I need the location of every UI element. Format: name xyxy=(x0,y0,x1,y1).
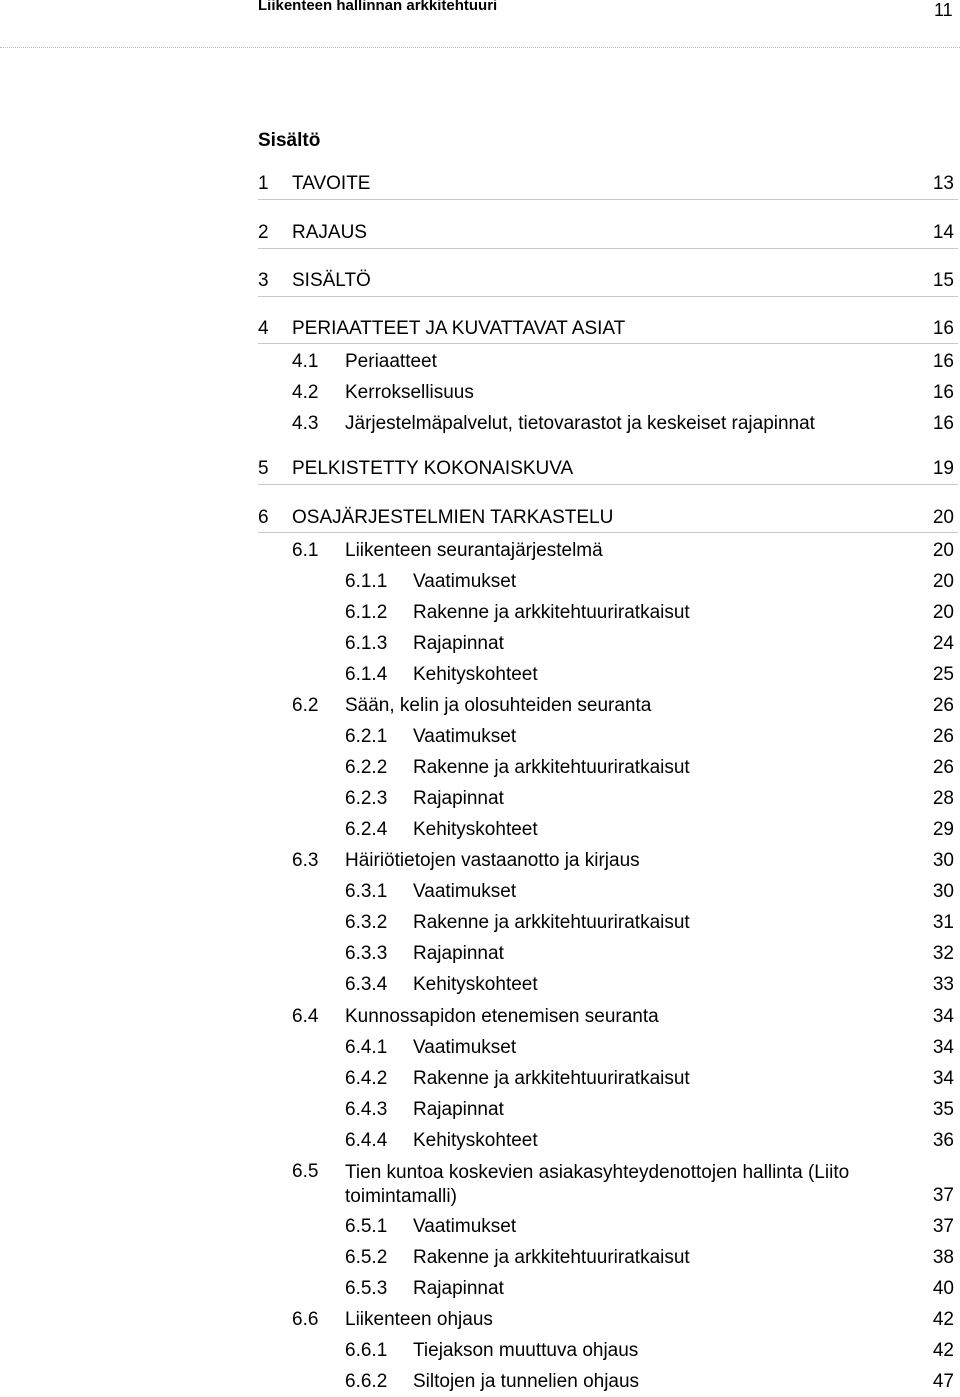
toc-entry-page: 26 xyxy=(932,757,954,778)
toc-entry[interactable] xyxy=(0,1161,960,1209)
toc-entry-title[interactable]: Vaatimukset xyxy=(413,1037,517,1058)
toc-entry-title[interactable]: Rakenne ja arkkitehtuuriratkaisut xyxy=(413,912,690,933)
toc-entry-page: 34 xyxy=(932,1037,954,1058)
toc-divider xyxy=(258,343,958,344)
toc-entry-number: 6.2.1 xyxy=(345,726,388,747)
toc-divider xyxy=(258,248,958,249)
toc-entry-number: 6.1 xyxy=(292,540,319,561)
toc-entry-number: 6.3.1 xyxy=(345,881,388,902)
toc-entry-page: 42 xyxy=(932,1309,954,1330)
toc-entry-page: 15 xyxy=(932,270,954,291)
toc-entry-page: 35 xyxy=(932,1099,954,1120)
toc-entry-title[interactable]: Sään, kelin ja olosuhteiden seuranta xyxy=(345,695,652,716)
toc-entry-number: 6.6.2 xyxy=(345,1371,388,1392)
toc-entry-page: 31 xyxy=(932,912,954,933)
toc-entry-title[interactable]: Liikenteen seurantajärjestelmä xyxy=(345,540,603,561)
toc-entry-page: 30 xyxy=(932,881,954,902)
toc-entry-number: 6.3.2 xyxy=(345,912,388,933)
toc-entry-page: 34 xyxy=(932,1068,954,1089)
toc-entry-page: 16 xyxy=(932,318,954,339)
toc-entry-title[interactable]: Kehityskohteet xyxy=(413,974,538,995)
toc-entry-title[interactable]: Siltojen ja tunnelien ohjaus xyxy=(413,1371,640,1392)
toc-entry-page: 38 xyxy=(932,1247,954,1268)
toc-entry-number: 6.3 xyxy=(292,850,319,871)
running-header-title: Liikenteen hallinnan arkkitehtuuri xyxy=(258,0,498,14)
toc-entry-number: 5 xyxy=(258,458,269,479)
toc-entry-title[interactable]: Vaatimukset xyxy=(413,726,517,747)
toc-entry-title[interactable]: OSAJÄRJESTELMIEN TARKASTELU xyxy=(292,507,614,528)
toc-entry-page: 28 xyxy=(932,788,954,809)
toc-entry-number: 4.3 xyxy=(292,413,319,434)
header-divider xyxy=(0,47,960,48)
toc-entry-number: 6.4.4 xyxy=(345,1130,388,1151)
toc-entry-page: 37 xyxy=(932,1216,954,1237)
toc-entry-title[interactable]: Tiejakson muuttuva ohjaus xyxy=(413,1340,639,1361)
toc-entry-title[interactable]: Rakenne ja arkkitehtuuriratkaisut xyxy=(413,602,690,623)
toc-entry-title[interactable]: Liikenteen ohjaus xyxy=(345,1309,493,1330)
toc-entry-page: 25 xyxy=(932,664,954,685)
toc-entry-title[interactable]: Rajapinnat xyxy=(413,633,504,654)
toc-divider xyxy=(258,532,958,533)
toc-entry-number: 6.1.2 xyxy=(345,602,388,623)
toc-entry-title[interactable]: Vaatimukset xyxy=(413,571,517,592)
toc-entry-title[interactable]: Rajapinnat xyxy=(413,943,504,964)
toc-entry-number: 6.4.2 xyxy=(345,1068,388,1089)
toc-entry-number: 6 xyxy=(258,507,269,528)
toc-entry-number: 6.1.1 xyxy=(345,571,388,592)
toc-divider xyxy=(258,199,958,200)
toc-entry-title[interactable]: Rakenne ja arkkitehtuuriratkaisut xyxy=(413,757,690,778)
toc-entry-title[interactable]: TAVOITE xyxy=(292,173,371,194)
toc-entry-title[interactable]: Rakenne ja arkkitehtuuriratkaisut xyxy=(413,1247,690,1268)
toc-entry-page: 20 xyxy=(932,540,954,561)
toc-entry-page: 14 xyxy=(932,222,954,243)
toc-divider xyxy=(258,484,958,485)
toc-entry-number: 6.4.1 xyxy=(345,1037,388,1058)
toc-entry-page: 19 xyxy=(932,458,954,479)
toc-entry-title[interactable]: Järjestelmäpalvelut, tietovarastot ja keskeiset rajapinnat xyxy=(345,413,815,434)
toc-entry-page: 36 xyxy=(932,1130,954,1151)
toc-entry-title[interactable]: Vaatimukset xyxy=(413,881,517,902)
toc-entry-number: 6.5 xyxy=(292,1161,319,1182)
toc-entry-page: 13 xyxy=(932,173,954,194)
toc-entry-title[interactable]: Kehityskohteet xyxy=(413,819,538,840)
toc-entry-number: 6.2.2 xyxy=(345,757,388,778)
toc-entry-page: 33 xyxy=(932,974,954,995)
toc-entry-page: 37 xyxy=(932,1185,954,1206)
toc-entry-page: 29 xyxy=(932,819,954,840)
toc-entry-number: 6.2 xyxy=(292,695,319,716)
toc-entry-page: 26 xyxy=(932,695,954,716)
toc-entry-title[interactable]: Rajapinnat xyxy=(413,1278,504,1299)
toc-entry-title[interactable]: PERIAATTEET JA KUVATTAVAT ASIAT xyxy=(292,318,626,339)
toc-entry-title[interactable]: Kehityskohteet xyxy=(413,1130,538,1151)
toc-entry-number: 6.1.4 xyxy=(345,664,388,685)
toc-entry-page: 47 xyxy=(932,1371,954,1392)
toc-entry-page: 40 xyxy=(932,1278,954,1299)
toc-entry-number: 6.5.2 xyxy=(345,1247,388,1268)
toc-entry-title[interactable]: Rajapinnat xyxy=(413,788,504,809)
toc-entry-number: 2 xyxy=(258,222,269,243)
toc-entry-title[interactable]: SISÄLTÖ xyxy=(292,270,371,291)
toc-entry-page: 24 xyxy=(932,633,954,654)
toc-entry-number: 6.4.3 xyxy=(345,1099,388,1120)
toc-entry-number: 3 xyxy=(258,270,269,291)
toc-entry-page: 16 xyxy=(932,382,954,403)
toc-entry-title[interactable]: Vaatimukset xyxy=(413,1216,517,1237)
toc-entry-title[interactable]: Kerroksellisuus xyxy=(345,382,474,403)
toc-entry-title[interactable]: Rajapinnat xyxy=(413,1099,504,1120)
toc-entry-title[interactable]: Kehityskohteet xyxy=(413,664,538,685)
toc-entry-title[interactable]: Kunnossapidon etenemisen seuranta xyxy=(345,1006,659,1027)
toc-entry-number: 6.5.1 xyxy=(345,1216,388,1237)
toc-entry-page: 26 xyxy=(932,726,954,747)
toc-entry-number: 6.3.3 xyxy=(345,943,388,964)
toc-entry-page: 16 xyxy=(932,413,954,434)
toc-entry-page: 20 xyxy=(932,571,954,592)
toc-entry-title[interactable]: PELKISTETTY KOKONAISKUVA xyxy=(292,458,574,479)
toc-entry-number: 4.2 xyxy=(292,382,319,403)
toc-entry-number: 6.6 xyxy=(292,1309,319,1330)
toc-entry-number: 6.1.3 xyxy=(345,633,388,654)
toc-entry-number: 6.2.4 xyxy=(345,819,388,840)
toc-entry-title[interactable]: Häiriötietojen vastaanotto ja kirjaus xyxy=(345,850,640,871)
toc-entry-number: 1 xyxy=(258,173,269,194)
toc-entry-number: 6.3.4 xyxy=(345,974,388,995)
toc-entry-page: 16 xyxy=(932,351,954,372)
running-header-page-number: 11 xyxy=(934,0,953,20)
toc-entry-number: 4.1 xyxy=(292,351,319,372)
toc-entry-number: 6.4 xyxy=(292,1006,319,1027)
toc-entry-page: 34 xyxy=(932,1006,954,1027)
toc-entry-page: 32 xyxy=(932,943,954,964)
toc-entry-title[interactable]: Periaatteet xyxy=(345,351,437,372)
toc-entry-page: 42 xyxy=(932,1340,954,1361)
toc-heading: Sisältö xyxy=(258,130,321,151)
toc-divider xyxy=(258,296,958,297)
toc-entry-page: 30 xyxy=(932,850,954,871)
toc-entry-number: 6.2.3 xyxy=(345,788,388,809)
toc-entry-title[interactable]: Rakenne ja arkkitehtuuriratkaisut xyxy=(413,1068,690,1089)
toc-entry-number: 6.5.3 xyxy=(345,1278,388,1299)
toc-entry-number: 4 xyxy=(258,318,269,339)
toc-entry-title[interactable]: Tien kuntoa koskevien asiakasyhteydenottojen hallinta (Liito toimintamalli) xyxy=(345,1162,850,1207)
toc-entry-page: 20 xyxy=(932,507,954,528)
toc-entry-title[interactable]: RAJAUS xyxy=(292,222,367,243)
toc-entry-number: 6.6.1 xyxy=(345,1340,388,1361)
toc-entry-page: 20 xyxy=(932,602,954,623)
